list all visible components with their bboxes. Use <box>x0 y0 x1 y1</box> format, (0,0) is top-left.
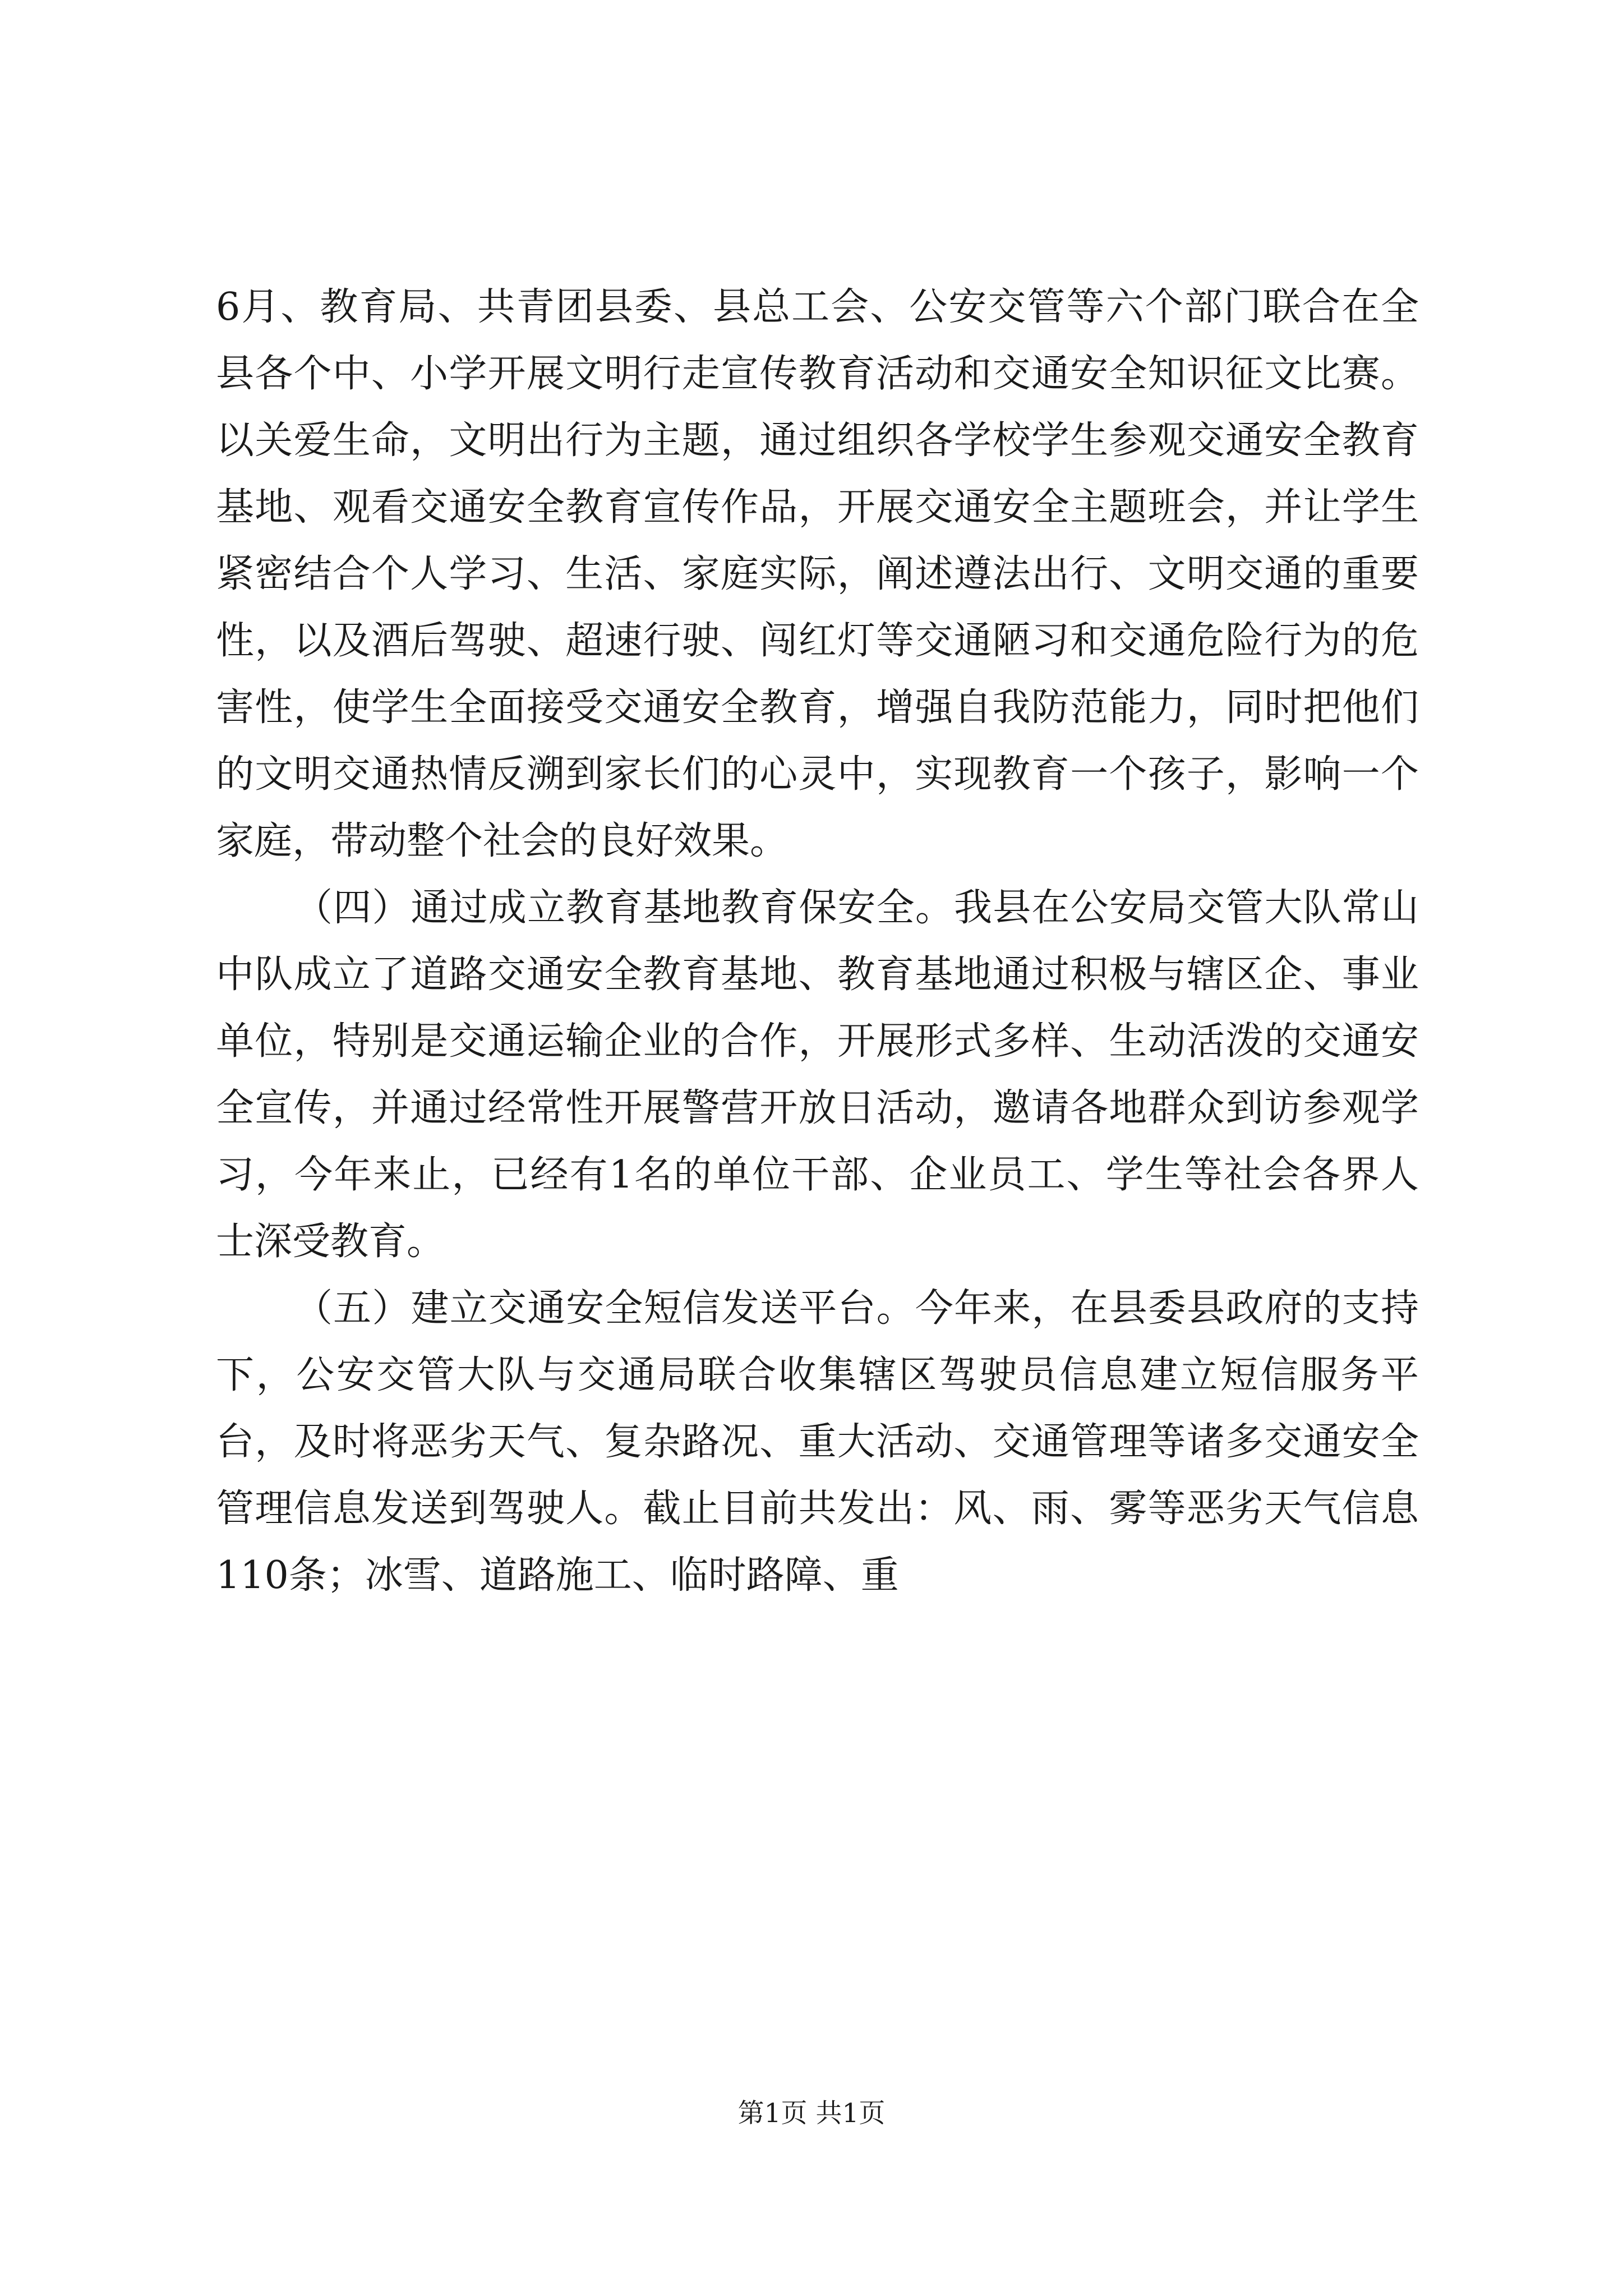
page-footer: 第1页 共1页 <box>737 2098 886 2129</box>
paragraph-2: （四）通过成立教育基地教育保安全。我县在公安局交管大队常山中队成立了道路交通安全教育基地、教育基地通过积极与辖区企、事业单位，特别是交通运输企业的合作，开展形式多样、生动活泼的交通安全宣传，并通过经常性开展警营开放日活动，邀请各地群众到访参观学习，今年来止，已经有1名的单位干部、企业员工、学生等社会各界人士深受教育。 <box>216 886 1419 1264</box>
paragraph-3: （五）建立交通安全短信发送平台。今年来，在县委县政府的支持下，公安交管大队与交通局联合收集辖区驾驶员信息建立短信服务平台，及时将恶劣天气、复杂路况、重大活动、交通管理等诸多交通安全管理信息发送到驾驶人。截止目前共发出：风、雨、雾等恶劣天气信息110条；冰雪、道路施工、临时路障、重 <box>216 1286 1419 1598</box>
document-body <box>216 274 1419 1609</box>
paragraph-1: 6月、教育局、共青团县委、县总工会、公安交管等六个部门联合在全县各个中、小学开展文明行走宣传教育活动和交通安全知识征文比赛。以关爱生命，文明出行为主题，通过组织各学校学生参观交通安全教育基地、观看交通安全教育宣传作品，开展交通安全主题班会，并让学生紧密结合个人学习、生活、家庭实际，阐述遵法出行、文明交通的重要性，以及酒后驾驶、超速行驶、闯红灯等交通陋习和交通危险行为的危害性，使学生全面接受交通安全教育，增强自我防范能力，同时把他们的文明交通热情反溯到家长们的心灵中，实现教育一个孩子，影响一个家庭，带动整个社会的良好效果。 <box>216 285 1419 863</box>
